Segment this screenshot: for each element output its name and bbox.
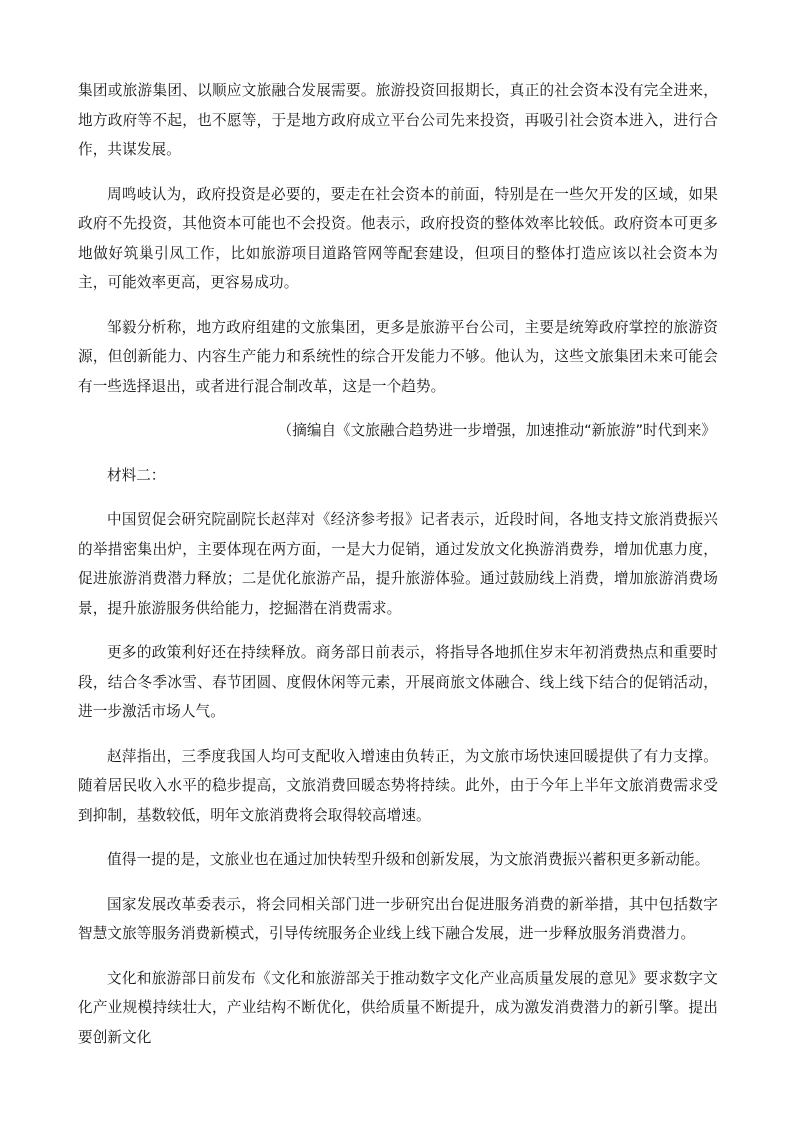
source-citation: （摘编自《文旅融合趋势进一步增强，加速推动“新旅游”时代到来》 [277, 422, 716, 439]
paragraph-continued: 集团或旅游集团、以顺应文旅融合发展需要。旅游投资回报期长，真正的社会资本没有完全进来，地方政府等不起，也不愿等，于是地方政府成立平台公司先来投资，再吸引社会资本进入，进行合作，共谋发展。 [78, 82, 718, 158]
paragraph-zhou-mingqi: 周鸣岐认为，政府投资是必要的，要走在社会资本的前面，特别是在一些欠开发的区域，如果政府不先投资，其他资本可能也不会投资。他表示，政府投资的整体效率比较低。政府资本可更多地做好筑巢引凤工作，比如旅游项目道路管网等配套建设，但项目的整体打造应该以社会资本为主，可能效率更高，更容易成功。 [78, 185, 718, 291]
paragraph-zhao-ping-measures: 中国贸促会研究院副院长赵萍对《经济参考报》记者表示，近段时间，各地支持文旅消费振兴的举措密集出炉，主要体现在两方面，一是大力促销，通过发放文化换游消费券，增加优惠力度，促进旅游消费潜力释放；二是优化旅游产品，提升旅游体验。通过鼓励线上消费，增加旅游消费场景，提升旅游服务供给能力，挖掘潜在消费需求。 [78, 511, 718, 617]
document-body [78, 76, 718, 1067]
paragraph-ministry-culture: 文化和旅游部日前发布《文化和旅游部关于推动数字文化产业高质量发展的意见》要求数字文化产业规模持续壮大，产业结构不断优化，供给质量不断提升，成为激发消费潜力的新引擎。提出要创新文化 [78, 969, 718, 1046]
paragraph-new-momentum: 值得一提的是，文旅业也在通过加快转型升级和创新发展，为文旅消费振兴蓄积更多新动能。 [107, 851, 710, 868]
paragraph-ndrc: 国家发展改革委表示，将会同相关部门进一步研究出台促进服务消费的新举措，其中包括数字智慧文旅等服务消费新模式，引导传统服务企业线上线下融合发展，进一步释放服务消费潜力。 [78, 895, 718, 942]
section-heading-material-two: 材料二： [107, 466, 166, 484]
paragraph-income-growth: 赵萍指出，三季度我国人均可支配收入增速由负转正，为文旅市场快速回暖提供了有力支撑。随着居民收入水平的稳步提高，文旅消费回暖态势将持续。此外，由于今年上半年文旅消费需求受到抑制，基数较低，明年文旅消费将会取得较高增速。 [78, 747, 718, 824]
paragraph-policy-release: 更多的政策利好还在持续释放。商务部日前表示，将指导各地抓住岁末年初消费热点和重要时段，结合冬季冰雪、春节团圆、度假休闲等元素，开展商旅文体融合、线上线下结合的促销活动，进一步激活市场人气。 [78, 644, 718, 720]
paragraph-zou-yi: 邹毅分析称，地方政府组建的文旅集团，更多是旅游平台公司，主要是统筹政府掌控的旅游资源，但创新能力、内容生产能力和系统性的综合开发能力不够。他认为，这些文旅集团未来可能会有一些选择退出，或者进行混合制改革，这是一个趋势。 [78, 318, 718, 395]
